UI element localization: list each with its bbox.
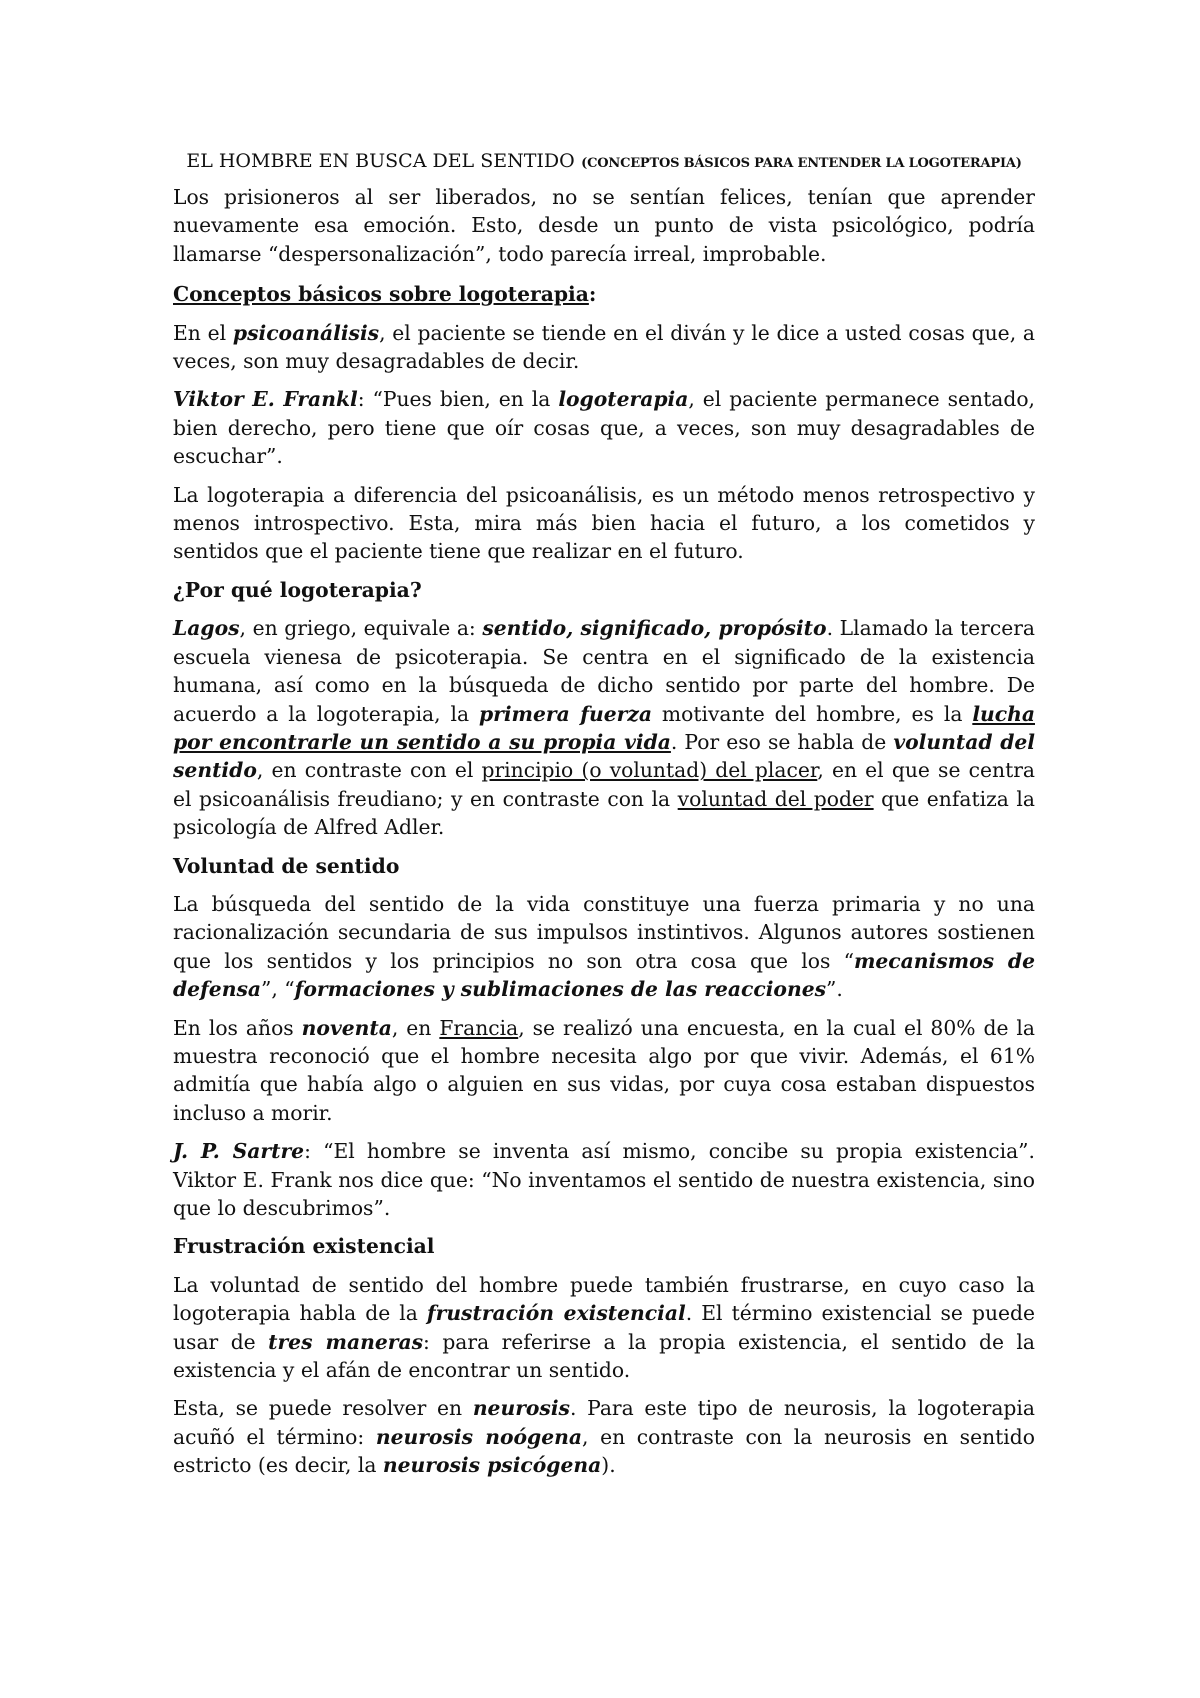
- paragraph-diferencia: La logoterapia a diferencia del psicoanálisis, es un método menos retrospectivo y menos introspectivo. Esta, mira más bien hacia el futuro, a los cometidos y sentidos que el paciente tiene que realizar en el futuro.: [173, 482, 1035, 564]
- text: , en el que se centra el psicoanálisis freudiano; y en contraste con la: [173, 758, 1036, 811]
- section-heading-frustracion: Frustración existencial: [173, 1234, 435, 1259]
- text: Esta, se puede resolver en: [173, 1396, 473, 1421]
- emphasis: Lagos: [173, 616, 240, 641]
- paragraph-lagos: [173, 614, 1035, 841]
- emphasis: tres maneras: [268, 1329, 424, 1354]
- emphasis: neurosis noógena: [375, 1424, 583, 1449]
- intro-paragraph: Los prisioneros al ser liberados, no se sentían felices, tenían que aprender nuevamente esa emoción. Esto, desde un punto de vista psicológico, podría llamarse “despersonalización”, todo parecía irreal, improbable.: [173, 185, 1035, 266]
- paragraph-busqueda: [173, 890, 1035, 1004]
- text: , en contraste con el: [256, 758, 482, 783]
- text: ”.: [826, 977, 843, 1002]
- paragraph-frustracion: [173, 1271, 1035, 1385]
- emphasis: primera fuerza: [478, 701, 652, 726]
- heading-text: Conceptos básicos sobre logoterapia: [173, 282, 589, 307]
- underlined-term: voluntad del poder: [677, 786, 874, 811]
- underlined-term: principio (o voluntad) del placer: [481, 758, 818, 783]
- text: : “Pues bien, en la: [357, 387, 559, 412]
- text: La voluntad de sentido del hombre puede también frustrarse, en cuyo caso la logoterapia habla de la: [173, 1272, 1035, 1326]
- emphasis: noventa: [301, 1015, 392, 1040]
- paragraph-sartre: [173, 1137, 1035, 1222]
- text: , se realizó una encuesta, en la cual el 80% de la muestra reconoció que el hombre necesita algo por que vivir. Además, el 61% admitía que había algo o alguien en sus vidas, por cuya cosa estaban dispuestos incluso a morir.: [173, 1015, 1035, 1125]
- title-main: EL HOMBRE EN BUSCA DEL SENTIDO: [186, 150, 575, 172]
- emphasis: sentido, significado, propósito: [482, 616, 827, 641]
- document-page: [173, 148, 1035, 1490]
- text: ).: [601, 1453, 616, 1478]
- text: , en contraste con la neurosis en sentido estricto (es decir, la: [173, 1424, 1035, 1478]
- text: En el: [173, 320, 233, 345]
- emphasis: frustración existencial: [426, 1301, 686, 1326]
- emphasis: neurosis: [472, 1396, 570, 1421]
- emphasis: logoterapia: [558, 387, 689, 412]
- section-heading-conceptos: [173, 280, 1035, 308]
- author-name: J. P. Sartre: [173, 1139, 305, 1164]
- emphasis-underlined: lucha por encontrarle un sentido a su propia vida: [173, 701, 1035, 754]
- author-name: Viktor E. Frankl: [173, 387, 358, 412]
- text: . El término existencial se puede usar de: [173, 1301, 1035, 1354]
- paragraph-encuesta: [173, 1014, 1035, 1128]
- paragraph-psicoanalisis: [173, 319, 1035, 376]
- text: motivante del hombre, es la: [651, 701, 973, 726]
- text: , el paciente permanece sentado, bien derecho, pero tiene que oír cosas que, a veces, son muy desagradables de escuchar”.: [173, 387, 1035, 469]
- text: ”, “: [261, 977, 295, 1002]
- text: , en griego, equivale a:: [239, 616, 483, 641]
- text: , en: [391, 1015, 440, 1040]
- text: . Por eso se habla de: [670, 729, 894, 754]
- section-heading-voluntad: Voluntad de sentido: [173, 853, 400, 878]
- paragraph-frankl-quote: [173, 385, 1035, 470]
- emphasis: neurosis psicógena: [382, 1453, 602, 1478]
- emphasis: voluntad del sentido: [173, 729, 1035, 783]
- paragraph-neurosis: [173, 1394, 1035, 1479]
- section-heading-por-que: ¿Por qué logoterapia?: [173, 577, 422, 602]
- text: En los años: [173, 1015, 302, 1040]
- title-subtitle: (CONCEPTOS BÁSICOS PARA ENTENDER LA LOGOTERAPIA): [581, 156, 1022, 171]
- emphasis: formaciones y sublimaciones de las reacciones: [294, 977, 827, 1002]
- text: La búsqueda del sentido de la vida constituye una fuerza primaria y no una racionalización secundaria de sus impulsos instintivos. Algunos autores sostienen que los sentidos y los principios no son otra cosa que los “: [173, 891, 1035, 973]
- text: , el paciente se tiende en el diván y le dice a usted cosas que, a veces, son muy desagradables de decir.: [173, 320, 1035, 374]
- text: : “El hombre se inventa así mismo, concibe su propia existencia”. Viktor E. Frank nos dice que: “No inventamos el sentido de nuestra existencia, sino que lo descubrimos”.: [173, 1139, 1035, 1220]
- emphasis: mecanismos de defensa: [173, 948, 1035, 1002]
- document-title: [173, 148, 1035, 176]
- text: : para referirse a la propia existencia, el sentido de la existencia y el afán de encontrar un sentido.: [173, 1329, 1035, 1383]
- heading-colon: :: [588, 282, 597, 307]
- underlined-term: Francia: [439, 1015, 519, 1040]
- text: . Llamado la tercera escuela vienesa de psicoterapia. Se centra en el significado de la existencia humana, así como en la búsqueda de dicho sentido por parte del hombre. De acuerdo a la logoterapia, la: [173, 616, 1035, 726]
- emphasis: psicoanálisis: [232, 320, 380, 345]
- text: . Para este tipo de neurosis, la logoterapia acuñó el término:: [173, 1396, 1035, 1449]
- text: que enfatiza la psicología de Alfred Adler.: [173, 786, 1035, 840]
